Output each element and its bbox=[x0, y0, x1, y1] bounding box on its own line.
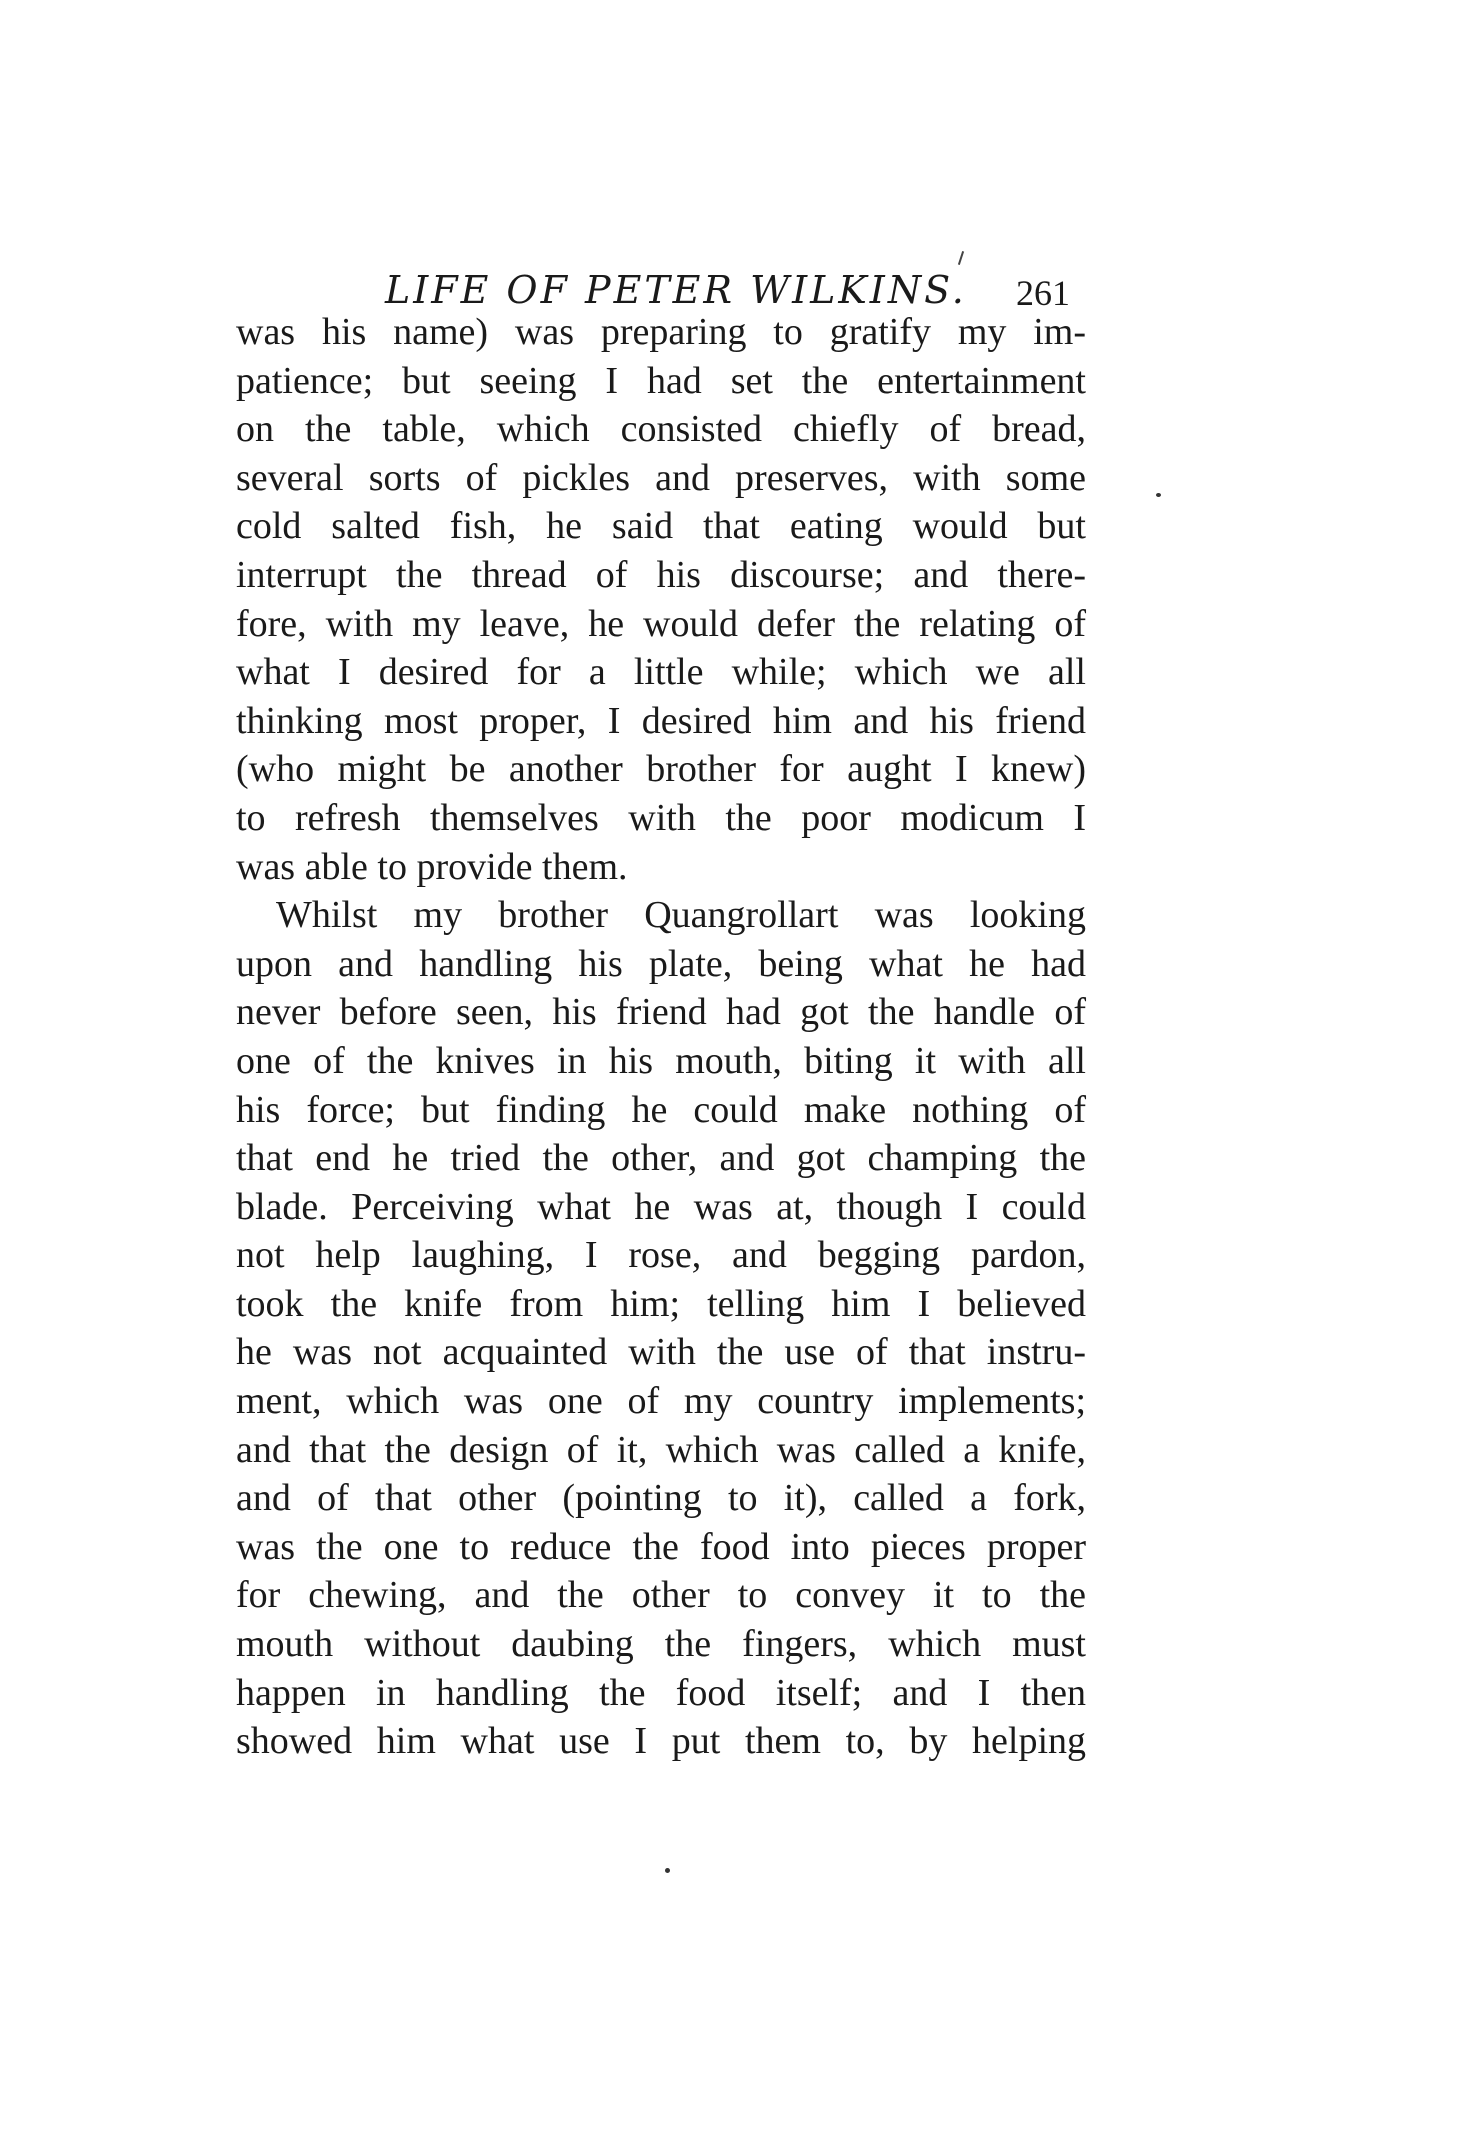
text-line: was able to provide them. bbox=[236, 845, 628, 888]
body-text bbox=[236, 308, 1086, 1766]
margin-speck bbox=[1156, 493, 1161, 497]
text-line: his force; but finding he could make nothing of bbox=[236, 1088, 1086, 1131]
text-line: and that the design of it, which was called a knife, bbox=[236, 1428, 1086, 1471]
print-speck bbox=[665, 1868, 670, 1873]
text-line: that end he tried the other, and got champing the bbox=[236, 1137, 1086, 1180]
text-line: not help laughing, I rose, and begging pardon, bbox=[236, 1234, 1086, 1277]
text-line: fore, with my leave, he would defer the relating of bbox=[236, 602, 1086, 645]
text-line: upon and handling his plate, being what he had bbox=[236, 942, 1086, 985]
print-tick-mark bbox=[958, 251, 964, 265]
text-line: ment, which was one of my country implements; bbox=[236, 1380, 1086, 1423]
text-line: (who might be another brother for aught I knew) bbox=[236, 748, 1086, 791]
text-line: on the table, which consisted chiefly of bread, bbox=[236, 408, 1086, 451]
text-line: and of that other (pointing to it), called a fork, bbox=[236, 1477, 1086, 1520]
running-title: LIFE OF PETER WILKINS. bbox=[385, 268, 967, 312]
page-number: 261 bbox=[1016, 273, 1070, 313]
text-line: thinking most proper, I desired him and his friend bbox=[236, 699, 1086, 742]
text-line: what I desired for a little while; which we all bbox=[236, 651, 1086, 694]
text-line: cold salted fish, he said that eating would but bbox=[236, 505, 1086, 548]
text-line: several sorts of pickles and preserves, with some bbox=[236, 456, 1086, 499]
paragraph bbox=[236, 308, 1086, 891]
text-line: blade. Perceiving what he was at, though I could bbox=[236, 1185, 1086, 1228]
text-line: interrupt the thread of his discourse; and there- bbox=[236, 553, 1086, 596]
text-line: showed him what use I put them to, by helping bbox=[236, 1720, 1086, 1763]
text-line: patience; but seeing I had set the entertainment bbox=[236, 359, 1086, 402]
text-line: never before seen, his friend had got the handle of bbox=[236, 991, 1086, 1034]
text-line: Whilst my brother Quangrollart was looking bbox=[276, 894, 1086, 937]
text-line: took the knife from him; telling him I believed bbox=[236, 1282, 1086, 1325]
text-line: happen in handling the food itself; and I then bbox=[236, 1671, 1086, 1714]
text-line: mouth without daubing the fingers, which must bbox=[236, 1623, 1086, 1666]
text-line: one of the knives in his mouth, biting it with all bbox=[236, 1039, 1086, 1082]
text-line: he was not acquainted with the use of that instru- bbox=[236, 1331, 1086, 1374]
text-line: for chewing, and the other to convey it to the bbox=[236, 1574, 1086, 1617]
paragraph bbox=[236, 891, 1086, 1766]
text-line: to refresh themselves with the poor modicum I bbox=[236, 796, 1086, 839]
text-line: was his name) was preparing to gratify my im- bbox=[236, 311, 1086, 353]
text-line: was the one to reduce the food into pieces proper bbox=[236, 1525, 1086, 1568]
